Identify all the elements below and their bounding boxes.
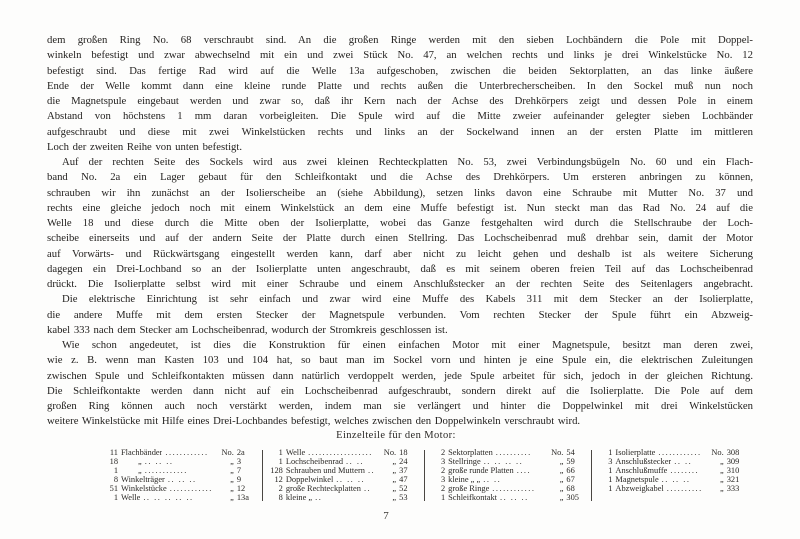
part-leader: .. .. .. ..	[483, 457, 524, 466]
part-leader: ............	[144, 466, 188, 475]
text-line: auf Vorwärts- und Rückwärtsgang eingestellt werden kann, darf aber nicht zu leicht gehen und deshalb ist als weitere Sicherung	[47, 247, 753, 260]
part-number: 333	[726, 483, 740, 493]
part-leader: .. .. ..	[336, 475, 366, 484]
part-qty: 3	[440, 474, 446, 484]
text-line: dagegen ein Drei-Lochband so an der Isolierplatte unten angeschraubt, daß es mit seinem oberen freien Teil auf das Lochscheibenrad	[47, 262, 753, 275]
parts-row	[597, 467, 746, 476]
part-name: Schrauben und Muttern	[285, 466, 365, 475]
parts-row	[268, 449, 419, 458]
part-no-label: „	[559, 465, 564, 475]
part-qty: 3	[608, 456, 613, 466]
text-line: drückt. Die Isolierplatte selbst wird mit einer Schraube und einem Anschlußstecker an der rechten Seite des Seitenlagers angebracht.	[47, 278, 753, 290]
part-number: 3	[236, 456, 242, 466]
part-name: „	[138, 457, 142, 466]
part-number: 53	[399, 492, 408, 502]
part-leader: ..................	[308, 449, 373, 457]
part-qty: 51	[109, 483, 118, 493]
part-leader: ..	[367, 466, 376, 475]
text-line: Wie schon angedeutet, ist dies die Konstruktion für einen einfachen Motor mit einer Magnetspule, besitzt man deren zwei,	[62, 339, 753, 351]
part-no-label: „	[559, 483, 564, 493]
part-no-label: „	[720, 465, 724, 475]
parts-row	[268, 494, 419, 503]
part-no-label: „	[392, 483, 397, 493]
part-qty: 18	[109, 456, 118, 466]
text-line: weitere Winkelstücke mit Hilfe eines Drei-Lochbandes befestigt, welches zwischen den Doppelwinkeln verschraubt wird.	[47, 415, 581, 428]
text-line: Die elektrische Einrichtung ist sehr einfach und zwar wird eine Muffe des Kabels 311 mit dem Stecker an der Isolierplatte,	[62, 293, 753, 306]
part-name: Flachbänder	[121, 449, 163, 457]
parts-column	[265, 449, 422, 502]
part-no-label: „	[559, 492, 564, 502]
parts-row	[597, 485, 746, 494]
part-number: 54	[566, 448, 575, 457]
part-leader: .. .. ..	[499, 493, 529, 502]
part-name: Abzweigkabel	[615, 484, 664, 493]
part-no-label: „	[230, 483, 234, 493]
text-line: kabel 333 nach dem Stecker am Lochscheibenrad, wodurch der Stromkreis geschlossen ist.	[47, 323, 448, 336]
part-leader: .. ..	[483, 475, 502, 484]
part-qty: 2	[440, 448, 446, 457]
part-leader: .. .. ..	[661, 475, 691, 484]
part-qty: 1	[608, 474, 613, 484]
part-name: große Rechteckplatten	[285, 484, 361, 493]
part-number: 2a	[236, 448, 245, 457]
part-qty: 1	[113, 492, 118, 502]
part-leader: ............	[169, 484, 213, 493]
part-number: 305	[566, 492, 579, 502]
part-name: kleine „ „	[448, 475, 481, 484]
part-name: Welle	[285, 449, 306, 457]
part-name: Lochscheibenrad	[285, 457, 344, 466]
part-leader: .. ..	[674, 457, 693, 466]
text-line: zwischen Spule und Schleifkontakten müssen dann natürlich verdoppelt werden, jede Spule arbeitet für sich, jedoch in der gleichen Richtung.	[47, 369, 753, 382]
text-line: rechts eine gleiche jedoch noch mit einem Winkelstück an dem eine Muffe befestigt ist. Nun steckt man das Rad No. 24 auf die	[47, 201, 753, 214]
part-no-label: „	[392, 456, 397, 466]
part-qty: 1	[608, 465, 613, 475]
body-text	[47, 33, 753, 430]
part-number: 309	[726, 456, 740, 466]
part-no-label: „	[720, 456, 724, 466]
parts-column	[427, 449, 589, 502]
part-name: Anschlußmuffe	[615, 466, 668, 475]
part-name: große Ringe	[448, 484, 490, 493]
part-number: 310	[726, 465, 740, 475]
part-leader: ..	[363, 484, 372, 493]
part-leader: .. .. ..	[167, 475, 197, 484]
part-number: 66	[566, 465, 575, 475]
part-number: 18	[399, 448, 408, 457]
part-name: große runde Platten	[448, 466, 514, 475]
parts-list-title: Einzelteile für den Motor:	[336, 430, 456, 441]
part-no-label: „	[230, 474, 234, 484]
text-line: Die Schleifkontakte werden dann nicht auf ein Lochscheibenrad aufgeschraubt, sondern direkt auf die Isolierplatte. Die Pole auf dem	[47, 384, 753, 397]
part-name: Sektorplatten	[448, 449, 493, 457]
column-divider	[591, 450, 592, 501]
part-name: Magnetspule	[615, 475, 659, 484]
part-no-label: No.	[551, 448, 564, 457]
part-no-label: „	[720, 474, 724, 484]
part-number: 321	[726, 474, 740, 484]
parts-row	[597, 449, 746, 458]
part-qty: 1	[608, 483, 613, 493]
part-name: Stellringe	[448, 457, 481, 466]
part-name: „	[138, 466, 142, 475]
part-name: Winkelträger	[121, 475, 165, 484]
part-leader: ............	[165, 449, 209, 457]
text-line: dem großen Ring No. 68 verschraubt sind. An die großen Ringe werden mit den sieben Lochbändern die Pole mit Doppel-	[47, 34, 753, 46]
part-qty: 12	[274, 474, 283, 484]
parts-row	[430, 494, 586, 503]
part-qty: 2	[278, 483, 283, 493]
column-divider	[424, 450, 425, 501]
text-line: Abstand von höchstens 1 mm daran vorbeigleiten. Die Spule wird auf die Mitte zweier aufeinander gelegter sieben Lochbänder	[47, 110, 753, 123]
part-name: Doppelwinkel	[285, 475, 334, 484]
part-no-label: „	[559, 474, 564, 484]
part-leader: .. ..	[346, 457, 365, 466]
text-line: die Magnetspule eingebaut werden und zwar so, daß ihr Kern nach der Achse des Drehkörpers zeigt und dessen Pole in einem	[47, 95, 753, 107]
parts-row	[597, 476, 746, 485]
part-qty: 1	[278, 448, 283, 457]
part-no-label: No.	[711, 448, 724, 457]
text-line: Ende der Welle kommt dann eine kleine runde Platte und rechts außen die Unterbrecherscheiben. In den Sockel muß nun noch	[47, 79, 753, 92]
text-line: scheibe einerseits und auf der andern Seite der Platte durch einen Stellring. Das Lochscheibenrad muß drehbar sein, damit der Motor	[47, 232, 753, 245]
part-leader: ............	[492, 484, 536, 493]
part-number: 68	[566, 483, 575, 493]
text-line: großen Ring können auch noch verstärkt werden, indem man sie verlängert und hinter die Doppelwinkel mit drei Winkelstücken	[47, 400, 753, 412]
part-name: Schleifkontakt	[448, 493, 497, 502]
part-number: 59	[566, 456, 575, 466]
part-name: Anschlußstecker	[615, 457, 672, 466]
part-number: 308	[726, 448, 740, 457]
part-name: Welle	[121, 493, 141, 502]
part-number: 67	[566, 474, 575, 484]
part-leader: ..........	[495, 449, 532, 457]
part-number: 47	[399, 474, 408, 484]
part-number: 13a	[236, 492, 249, 502]
text-line: schrauben wir ihn zunächst an der Isolierscheibe an (siehe Abbildung), setzen links davon eine Schraube mit Mutter No. 37 und	[47, 186, 753, 199]
part-qty: 1	[440, 492, 446, 502]
part-no-label: No.	[383, 448, 397, 457]
part-leader: .. .. ..	[144, 457, 174, 466]
part-qty: 1	[608, 448, 613, 457]
text-line: Loch der zweiten Reihe von unten befestigt.	[47, 140, 243, 153]
page-number: 7	[383, 510, 389, 522]
part-number: 9	[236, 474, 242, 484]
part-no-label: „	[230, 465, 234, 475]
parts-row	[268, 476, 419, 485]
text-line: Auf der rechten Seite des Sockels wird aus zwei kleinen Rechteckplatten No. 53, zwei Verbindungsbügeln No. 60 und ein Flach-	[62, 156, 753, 168]
part-leader: ....	[516, 466, 532, 475]
part-no-label: „	[230, 492, 234, 502]
parts-row	[268, 467, 419, 476]
part-qty: 8	[113, 474, 118, 484]
part-no-label: No.	[221, 448, 234, 457]
part-number: 37	[399, 465, 408, 475]
part-name: Winkelstücke	[121, 484, 167, 493]
text-line: die andere Muffe mit dem ersten Stecker der Magnetspule verbunden. Vom rechten Stecker der Spule führt ein Abzweig-	[47, 308, 753, 321]
part-number: 52	[399, 483, 408, 493]
text-line: aufgeschraubt und diese mit zwei Winkelstücken rechts und links an der Sockelwand innen an der ersten Platte im mittleren	[47, 125, 753, 138]
part-qty: 11	[109, 448, 118, 457]
column-divider	[262, 450, 263, 501]
part-no-label: „	[392, 465, 397, 475]
part-leader: .. .. .. .. ..	[143, 493, 194, 502]
part-leader: ..	[315, 493, 323, 502]
text-line: Welle 18 und diese durch die Mitte oben der Isolierplatte, wobei das Ganze festgehalten wird durch die Stellschraube der Loch-	[47, 217, 753, 229]
part-qty: 1	[278, 456, 283, 466]
part-no-label: „	[230, 456, 234, 466]
parts-list	[100, 448, 740, 502]
part-no-label: „	[392, 474, 397, 484]
part-leader: ............	[658, 449, 702, 457]
part-name: Isolierplatte	[615, 449, 656, 457]
part-qty: 8	[278, 492, 283, 502]
text-line: band No. 2a ein Lager gebaut für den Schleifkontakt und die Achse des Drehkörpers. Um ersteren anbringen zu können,	[47, 171, 753, 184]
part-qty: 3	[440, 456, 446, 466]
parts-row	[268, 485, 419, 494]
part-no-label: „	[392, 492, 397, 502]
text-line: wie z. B. wenn man Kasten 103 und 104 hat, so baut man im Sockel vorn und hinten je eine Spule ein, die elektrischen Zuleitungen	[47, 354, 753, 367]
part-name: kleine „	[285, 493, 313, 502]
part-qty: 2	[440, 465, 446, 475]
parts-row	[597, 458, 746, 467]
part-leader: ........	[670, 466, 700, 475]
parts-row	[268, 458, 419, 467]
text-line: befestigt sind. Das fertige Rad wird auf die Welle 13a aufgeschoben, zwischen die beiden Sektorplatten, an das linke äußere	[47, 64, 753, 77]
text-line: winkeln befestigt und zwar abwechselnd mit ein und zwei Stück No. 47, an welchen rechts und links je drei Winkelstücke No. 12	[47, 49, 753, 62]
part-no-label: „	[559, 456, 564, 466]
part-qty: 2	[440, 483, 446, 493]
part-number: 7	[236, 465, 242, 475]
part-number: 24	[399, 456, 408, 466]
part-number: 12	[236, 483, 246, 493]
part-qty: 1	[113, 465, 118, 475]
parts-row	[103, 494, 257, 503]
part-no-label: „	[720, 483, 724, 493]
part-qty: 128	[270, 465, 283, 475]
parts-column	[594, 449, 749, 502]
parts-column	[100, 449, 260, 502]
part-leader: ..........	[666, 484, 703, 493]
